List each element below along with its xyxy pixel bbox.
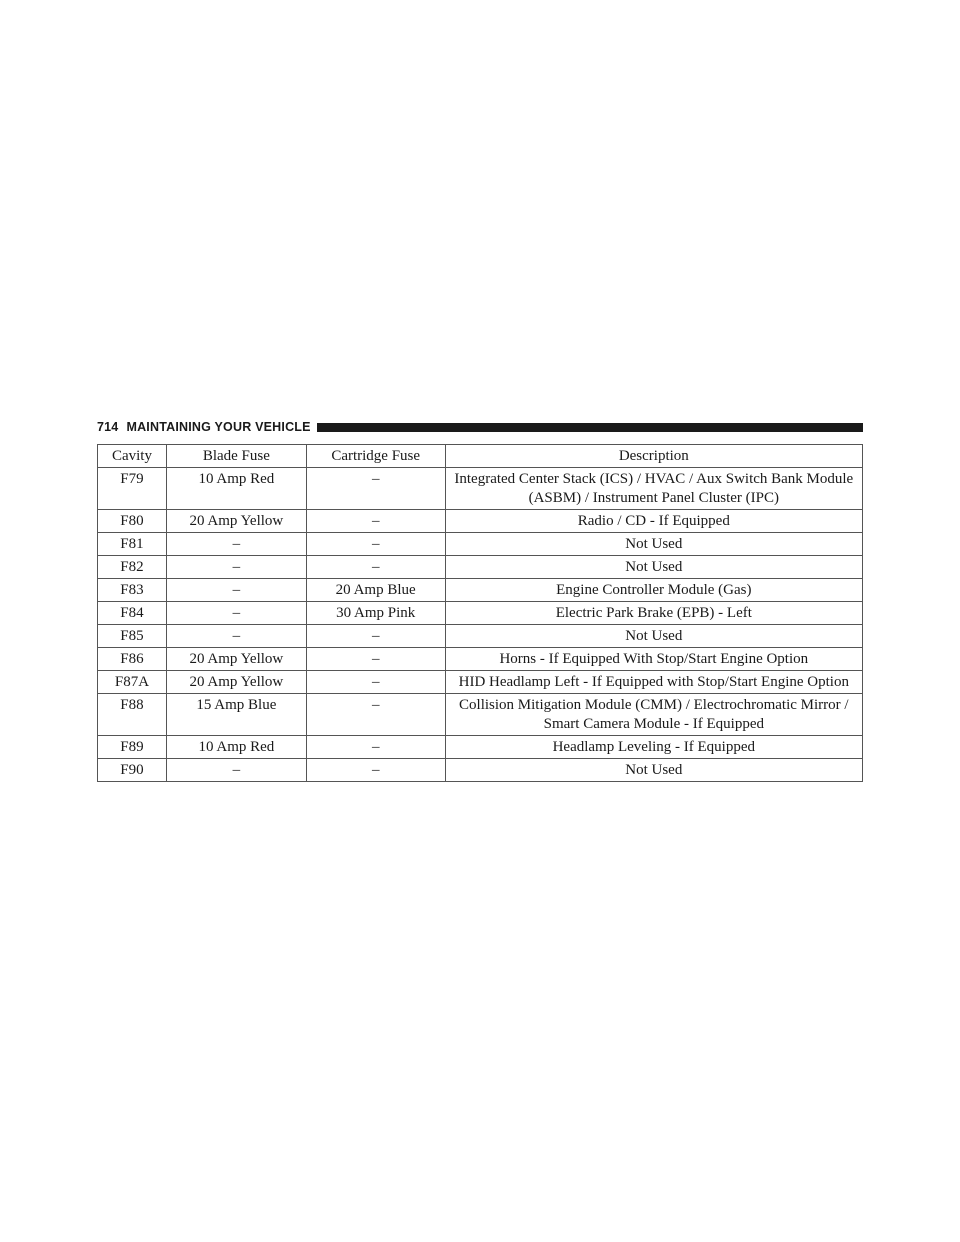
table-header-row bbox=[98, 445, 863, 468]
cell-cavity: F84 bbox=[98, 602, 167, 625]
cell-cartridge-fuse: – bbox=[306, 556, 445, 579]
cell-cavity: F79 bbox=[98, 468, 167, 510]
cell-cartridge-fuse: – bbox=[306, 671, 445, 694]
column-header-cartridge-fuse: Cartridge Fuse bbox=[306, 445, 445, 468]
cell-cavity: F89 bbox=[98, 736, 167, 759]
cell-cavity: F87A bbox=[98, 671, 167, 694]
cell-cartridge-fuse: – bbox=[306, 533, 445, 556]
table-row bbox=[98, 625, 863, 648]
table-row bbox=[98, 602, 863, 625]
section-title: MAINTAINING YOUR VEHICLE bbox=[126, 420, 311, 434]
cell-cavity: F80 bbox=[98, 510, 167, 533]
cell-blade-fuse: 20 Amp Yellow bbox=[166, 648, 306, 671]
cell-cartridge-fuse: – bbox=[306, 625, 445, 648]
cell-cavity: F85 bbox=[98, 625, 167, 648]
table-row bbox=[98, 694, 863, 736]
page-number: 714 bbox=[97, 420, 119, 434]
cell-cavity: F83 bbox=[98, 579, 167, 602]
cell-cartridge-fuse: – bbox=[306, 736, 445, 759]
cell-blade-fuse: – bbox=[166, 602, 306, 625]
cell-description: Collision Mitigation Module (CMM) / Electrochromatic Mirror / Smart Camera Module - If Equipped bbox=[445, 694, 862, 736]
cell-blade-fuse: – bbox=[166, 759, 306, 782]
cell-description: Horns - If Equipped With Stop/Start Engine Option bbox=[445, 648, 862, 671]
column-header-blade-fuse: Blade Fuse bbox=[166, 445, 306, 468]
table-row bbox=[98, 671, 863, 694]
fuse-table bbox=[97, 444, 863, 782]
cell-cavity: F86 bbox=[98, 648, 167, 671]
header-rule bbox=[317, 423, 863, 432]
cell-cartridge-fuse: – bbox=[306, 468, 445, 510]
cell-blade-fuse: 20 Amp Yellow bbox=[166, 510, 306, 533]
page-header bbox=[97, 419, 863, 435]
cell-description: Electric Park Brake (EPB) - Left bbox=[445, 602, 862, 625]
cell-blade-fuse: 15 Amp Blue bbox=[166, 694, 306, 736]
table-row bbox=[98, 759, 863, 782]
cell-cartridge-fuse: – bbox=[306, 759, 445, 782]
cell-blade-fuse: – bbox=[166, 625, 306, 648]
table-row bbox=[98, 736, 863, 759]
cell-description: Headlamp Leveling - If Equipped bbox=[445, 736, 862, 759]
table-row bbox=[98, 533, 863, 556]
cell-description: Engine Controller Module (Gas) bbox=[445, 579, 862, 602]
cell-cavity: F82 bbox=[98, 556, 167, 579]
cell-description: Integrated Center Stack (ICS) / HVAC / Aux Switch Bank Module (ASBM) / Instrument Panel Cluster (IPC) bbox=[445, 468, 862, 510]
cell-blade-fuse: 10 Amp Red bbox=[166, 468, 306, 510]
cell-cartridge-fuse: 30 Amp Pink bbox=[306, 602, 445, 625]
cell-blade-fuse: – bbox=[166, 533, 306, 556]
column-header-cavity: Cavity bbox=[98, 445, 167, 468]
cell-cavity: F88 bbox=[98, 694, 167, 736]
cell-cartridge-fuse: – bbox=[306, 510, 445, 533]
table-row bbox=[98, 510, 863, 533]
cell-cartridge-fuse: – bbox=[306, 694, 445, 736]
table-row bbox=[98, 648, 863, 671]
table-row bbox=[98, 556, 863, 579]
cell-blade-fuse: 10 Amp Red bbox=[166, 736, 306, 759]
table-row bbox=[98, 579, 863, 602]
cell-description: Not Used bbox=[445, 759, 862, 782]
cell-description: Radio / CD - If Equipped bbox=[445, 510, 862, 533]
cell-cavity: F90 bbox=[98, 759, 167, 782]
cell-description: Not Used bbox=[445, 533, 862, 556]
cell-description: Not Used bbox=[445, 556, 862, 579]
cell-description: Not Used bbox=[445, 625, 862, 648]
table-row bbox=[98, 468, 863, 510]
column-header-description: Description bbox=[445, 445, 862, 468]
cell-description: HID Headlamp Left - If Equipped with Stop/Start Engine Option bbox=[445, 671, 862, 694]
cell-cavity: F81 bbox=[98, 533, 167, 556]
cell-cartridge-fuse: – bbox=[306, 648, 445, 671]
cell-blade-fuse: 20 Amp Yellow bbox=[166, 671, 306, 694]
cell-cartridge-fuse: 20 Amp Blue bbox=[306, 579, 445, 602]
cell-blade-fuse: – bbox=[166, 579, 306, 602]
cell-blade-fuse: – bbox=[166, 556, 306, 579]
